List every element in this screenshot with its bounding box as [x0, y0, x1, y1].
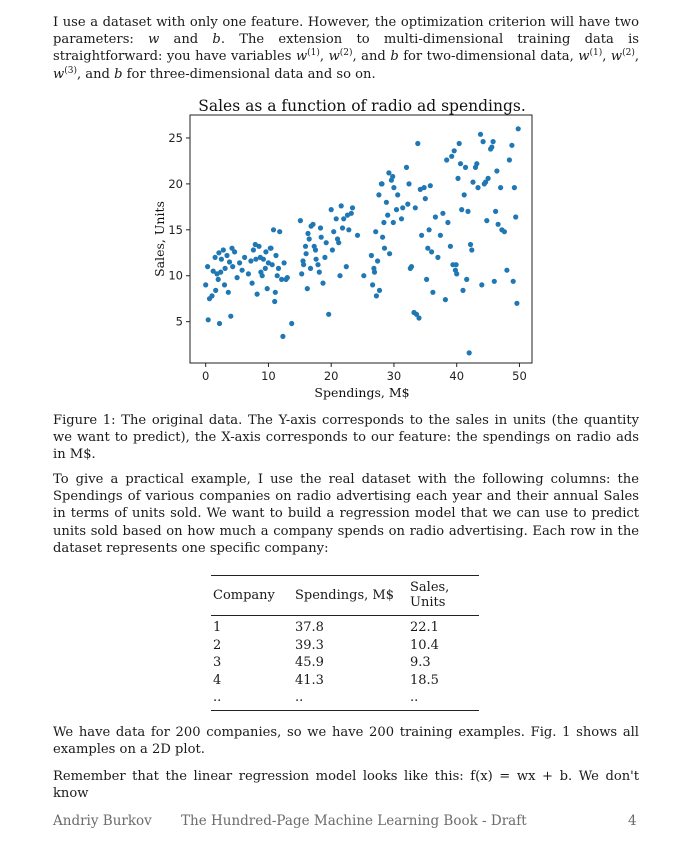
data-point: [322, 255, 327, 260]
data-table: [211, 575, 479, 711]
data-point: [205, 264, 210, 269]
data-point: [305, 231, 310, 236]
data-point: [384, 200, 389, 205]
data-point: [429, 249, 434, 254]
data-point: [268, 246, 273, 251]
data-point: [216, 250, 221, 255]
data-point: [481, 139, 486, 144]
data-point: [240, 268, 245, 273]
data-point: [213, 255, 218, 260]
cell-sales: 10.4: [410, 637, 439, 653]
data-point: [331, 229, 336, 234]
data-point: [319, 235, 324, 240]
data-point: [228, 314, 233, 319]
data-point: [385, 213, 390, 218]
data-point: [344, 264, 349, 269]
data-point: [329, 207, 334, 212]
cell-spendings: 41.3: [295, 672, 324, 688]
data-point: [491, 139, 496, 144]
data-point: [375, 258, 380, 263]
data-point: [373, 229, 378, 234]
data-point: [339, 203, 344, 208]
data-point: [455, 176, 460, 181]
data-point: [263, 266, 268, 271]
data-point: [303, 244, 308, 249]
data-point: [376, 192, 381, 197]
data-point: [369, 253, 374, 258]
data-point: [493, 209, 498, 214]
data-point: [444, 157, 449, 162]
data-point: [340, 225, 345, 230]
data-point: [318, 225, 323, 230]
data-point: [246, 271, 251, 276]
cell-company: 4: [213, 672, 222, 688]
data-point: [224, 253, 229, 258]
table-row: [211, 637, 479, 655]
data-point: [253, 242, 258, 247]
data-point: [502, 229, 507, 234]
data-point: [312, 244, 317, 249]
data-point: [427, 227, 432, 232]
data-point: [459, 207, 464, 212]
data-point: [430, 290, 435, 295]
data-point: [223, 266, 228, 271]
header-spendings: Spendings, M$: [295, 587, 394, 603]
x-tick-label: 50: [512, 369, 527, 383]
model-paragraph: Remember that the linear regression model looks like this: f(x) = wx + b. We don't know: [53, 769, 639, 802]
x-tick-label: 10: [261, 369, 276, 383]
data-point: [289, 321, 294, 326]
data-point: [479, 282, 484, 287]
data-point: [478, 132, 483, 137]
x-tick-label: 40: [449, 369, 465, 383]
data-point: [400, 205, 405, 210]
table-row: [211, 672, 479, 690]
data-point: [509, 143, 514, 148]
data-point: [350, 205, 355, 210]
footer-book-title: The Hundred-Page Machine Learning Book - Draft: [181, 813, 527, 829]
data-point: [454, 262, 459, 267]
figure-caption: Figure 1: The original data. The Y-axis corresponds to the sales in units (the quantity we want to predict), the X-axis corresponds to our feature: the spendings on radio ads in M$.: [53, 413, 639, 463]
data-point: [419, 233, 424, 238]
data-point: [206, 317, 211, 322]
data-point: [489, 145, 494, 150]
table-row: [211, 689, 479, 710]
data-point: [219, 257, 224, 262]
data-point: [237, 260, 242, 265]
data-point: [258, 255, 263, 260]
data-point: [203, 282, 208, 287]
data-point: [346, 227, 351, 232]
data-point: [468, 242, 473, 247]
data-point: [251, 247, 256, 252]
data-point: [330, 247, 335, 252]
data-point: [379, 181, 384, 186]
data-point: [282, 260, 287, 265]
data-point: [250, 281, 255, 286]
data-point: [394, 207, 399, 212]
cell-company: 1: [213, 620, 222, 636]
data-point: [271, 227, 276, 232]
data-point: [273, 290, 278, 295]
data-point: [232, 249, 237, 254]
data-point: [435, 255, 440, 260]
data-point: [413, 205, 418, 210]
data-point: [230, 264, 235, 269]
data-point: [428, 183, 433, 188]
cell-sales: 22.1: [410, 620, 439, 636]
data-point: [217, 321, 222, 326]
data-point: [218, 270, 223, 275]
x-axis-label: Spendings, M$: [314, 385, 410, 400]
data-point: [475, 185, 480, 190]
data-point: [433, 214, 438, 219]
data-point: [382, 246, 387, 251]
data-point: [496, 222, 501, 227]
data-point: [248, 258, 253, 263]
cell-company: 2: [213, 637, 222, 653]
data-point: [335, 236, 340, 241]
page-number: 4: [628, 813, 637, 829]
data-point: [516, 126, 521, 131]
data-point: [273, 253, 278, 258]
data-point: [443, 297, 448, 302]
data-point: [399, 216, 404, 221]
data-point: [265, 286, 270, 291]
y-tick-label: 15: [168, 222, 183, 237]
data-point: [474, 161, 479, 166]
data-point: [465, 209, 470, 214]
data-point: [460, 288, 465, 293]
data-point: [406, 181, 411, 186]
data-point: [317, 270, 322, 275]
data-point: [418, 187, 423, 192]
y-tick-label: 10: [168, 268, 183, 283]
data-point: [454, 271, 459, 276]
cell-spendings: 45.9: [295, 655, 324, 671]
data-point: [221, 247, 226, 252]
data-point: [260, 273, 265, 278]
data-point: [309, 224, 314, 229]
data-point: [377, 288, 382, 293]
data-point: [416, 315, 421, 320]
companies-paragraph: We have data for 200 companies, so we have 200 training examples. Fig. 1 shows all examples on a 2D plot.: [53, 725, 639, 758]
data-point: [405, 202, 410, 207]
data-point: [280, 334, 285, 339]
y-tick-label: 5: [175, 314, 183, 329]
cell-spendings: 39.3: [295, 637, 324, 653]
data-point: [345, 213, 350, 218]
plot-frame: [190, 115, 532, 363]
data-point: [272, 299, 277, 304]
data-point: [484, 218, 489, 223]
data-point: [464, 277, 469, 282]
data-point: [467, 350, 472, 355]
data-point: [498, 185, 503, 190]
y-tick-label: 25: [168, 130, 183, 145]
data-point: [242, 255, 247, 260]
data-point: [494, 168, 499, 173]
data-point: [391, 220, 396, 225]
data-point: [381, 220, 386, 225]
data-point: [304, 251, 309, 256]
data-point: [275, 273, 280, 278]
data-point: [337, 273, 342, 278]
data-point: [276, 266, 281, 271]
data-point: [263, 249, 268, 254]
data-point: [301, 262, 306, 267]
data-point: [507, 157, 512, 162]
data-point: [372, 270, 377, 275]
data-point: [438, 233, 443, 238]
data-point: [492, 279, 497, 284]
data-point: [462, 192, 467, 197]
data-point: [285, 275, 290, 280]
data-point: [226, 290, 231, 295]
data-point: [415, 141, 420, 146]
cell-spendings: ..: [295, 690, 304, 706]
y-tick-label: 20: [168, 176, 183, 191]
data-point: [440, 211, 445, 216]
data-point: [341, 216, 346, 221]
table-row: [211, 616, 479, 637]
x-tick-label: 30: [386, 369, 402, 383]
header-company: Company: [213, 587, 275, 603]
data-point: [486, 176, 491, 181]
cell-sales: 9.3: [410, 655, 431, 671]
data-point: [216, 277, 221, 282]
cell-company: 3: [213, 655, 222, 671]
table-row: [211, 654, 479, 672]
data-point: [308, 266, 313, 271]
data-point: [314, 257, 319, 262]
data-point: [395, 192, 400, 197]
data-point: [305, 286, 310, 291]
x-tick-label: 20: [323, 369, 339, 383]
data-point: [235, 275, 240, 280]
table-header-row: [211, 576, 479, 615]
data-point: [370, 282, 375, 287]
data-point: [380, 235, 385, 240]
data-point: [448, 244, 453, 249]
data-point: [326, 312, 331, 317]
data-point: [504, 268, 509, 273]
data-point: [270, 262, 275, 267]
data-point: [255, 292, 260, 297]
data-point: [424, 277, 429, 282]
data-point: [482, 181, 487, 186]
header-sales: Sales, Units: [410, 580, 450, 610]
data-point: [209, 293, 214, 298]
data-point: [315, 262, 320, 267]
data-point: [425, 246, 430, 251]
data-point: [213, 288, 218, 293]
data-point: [355, 233, 360, 238]
data-point: [298, 218, 303, 223]
data-point: [512, 185, 517, 190]
data-point: [445, 220, 450, 225]
data-point: [470, 180, 475, 185]
data-point: [514, 301, 519, 306]
y-axis-label: Sales, Units: [152, 201, 167, 277]
dataset-paragraph: To give a practical example, I use the real dataset with the following columns: the Spendings of various companies on radio advertising each year and their annual Sales in terms of units sold. We want to build a regression model that we can use to predict units sold based on how much a company spends on radio advertising. Each row in the dataset represents one specific company:: [53, 472, 639, 556]
data-point: [408, 266, 413, 271]
data-point: [227, 259, 232, 264]
data-point: [391, 185, 396, 190]
data-point: [387, 251, 392, 256]
data-point: [320, 281, 325, 286]
data-point: [307, 236, 312, 241]
cell-sales: ..: [410, 690, 419, 706]
data-point: [452, 148, 457, 153]
data-point: [222, 282, 227, 287]
data-point: [386, 170, 391, 175]
x-tick-label: 0: [202, 369, 210, 383]
cell-sales: 18.5: [410, 672, 439, 688]
data-point: [463, 165, 468, 170]
data-point: [374, 293, 379, 298]
data-point: [361, 273, 366, 278]
data-point: [458, 161, 463, 166]
chart-title: Sales as a function of radio ad spendings.: [198, 97, 526, 115]
data-point: [324, 240, 329, 245]
data-point: [511, 279, 516, 284]
data-point: [469, 247, 474, 252]
footer-author: Andriy Burkov: [53, 813, 152, 829]
scatter-chart: [140, 92, 540, 402]
data-point: [404, 165, 409, 170]
data-point: [449, 154, 454, 159]
data-point: [423, 196, 428, 201]
table-bottom-rule: [211, 710, 479, 711]
data-point: [390, 174, 395, 179]
data-point: [457, 141, 462, 146]
data-point: [334, 216, 339, 221]
data-point: [513, 214, 518, 219]
intro-paragraph: I use a dataset with only one feature. However, the optimization criterion will have two parameters: w and b. The extension to multi-dimensional training data is straightforward: you have variables $w^{(1)}$, $w^{(2)}$, and b for two-dimensional data, $w^{(1)}$, $w^{(2)}$, $w^{(3)}$, and b for three-dimensional data and so on.: [53, 15, 640, 82]
cell-spendings: 37.8: [295, 620, 324, 636]
cell-company: ..: [213, 690, 222, 706]
data-point: [299, 271, 304, 276]
data-point: [277, 229, 282, 234]
